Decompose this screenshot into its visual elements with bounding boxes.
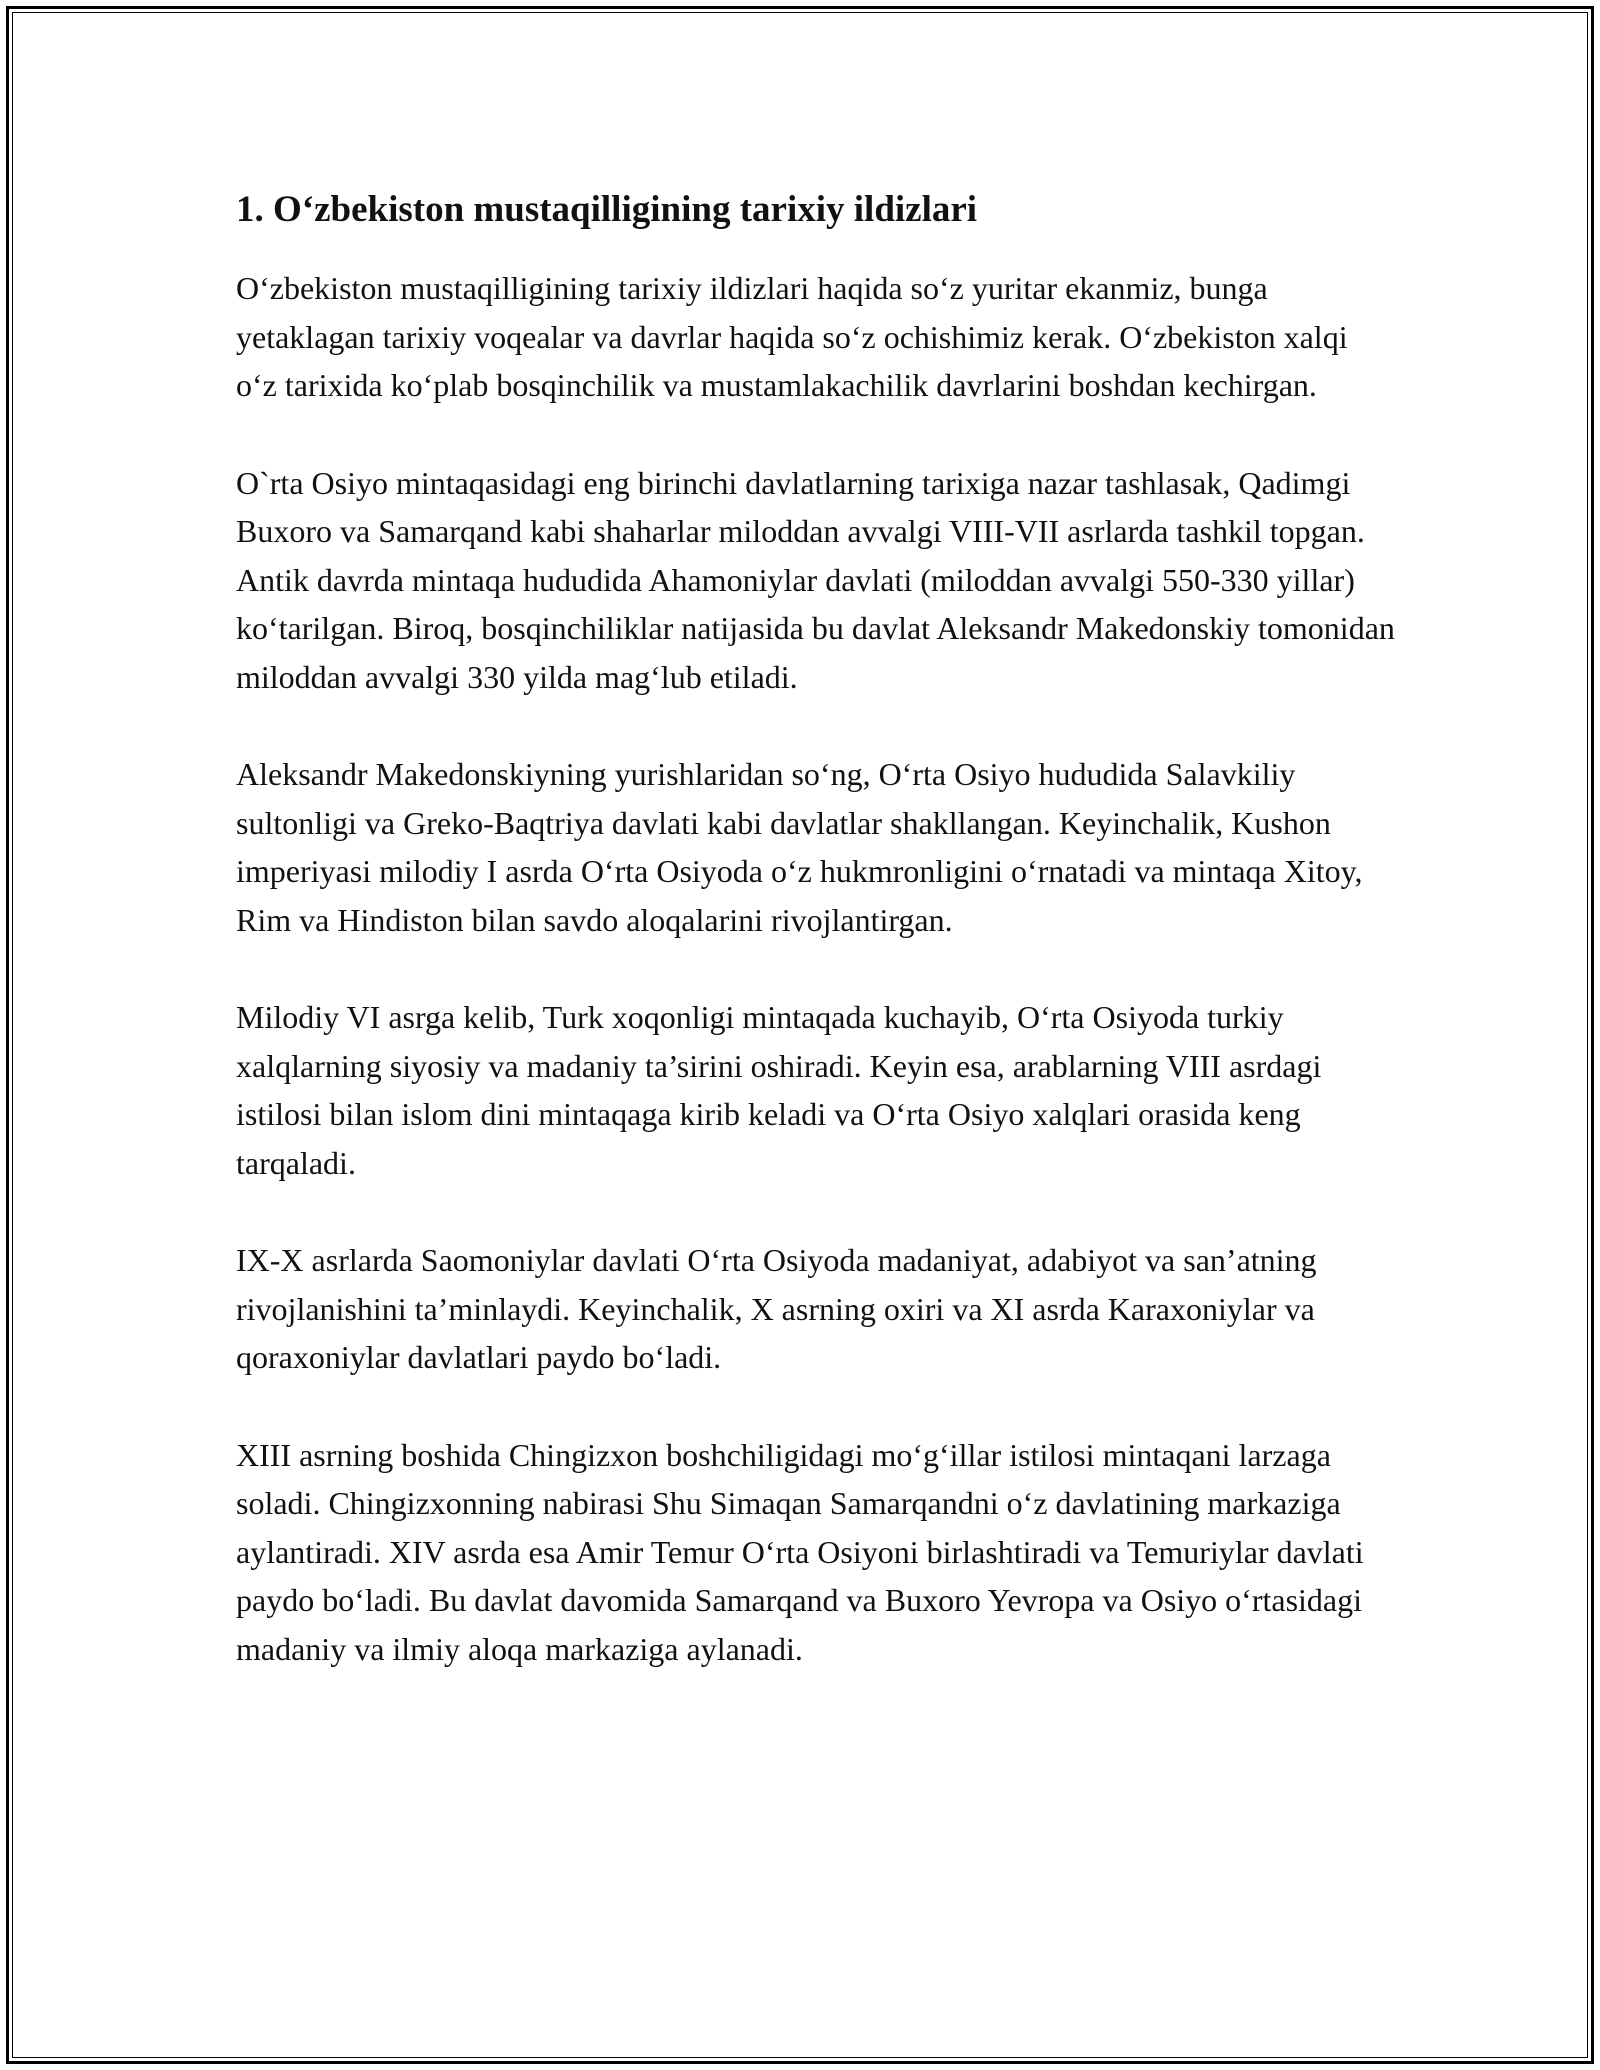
paragraph-6: XIII asrning boshida Chingizxon boshchiligidagi mo‘g‘illar istilosi mintaqani larzaga soladi. Chingizxonning nabirasi Shu Simaqan Samarqandni o‘z davlatining markaziga aylantiradi. XIV asrda esa Amir Temur O‘rta Osiyoni birlashtiradi va Temuriylar davlati paydo bo‘ladi. Bu davlat davomida Samarqand va Buxoro Yevropa va Osiyo o‘rtasidagi madaniy va ilmiy aloqa markaziga aylanadi. xyxy=(236,1436,1364,1667)
section-heading: 1. O‘zbekiston mustaqilligining tarixiy ildizlari xyxy=(236,189,978,230)
document-body xyxy=(236,186,1396,1722)
paragraph-1: O‘zbekiston mustaqilligining tarixiy ildizlari haqida so‘z yuritar ekanmiz, bunga yetaklagan tarixiy voqealar va davrlar haqida so‘z ochishimiz kerak. O‘zbekiston xalqi o‘z tarixida ko‘plab bosqinchilik va mustamlakachilik davrlarini boshdan kechirgan. xyxy=(236,270,1348,404)
paragraph-2: O`rta Osiyo mintaqasidagi eng birinchi davlatlarning tarixiga nazar tashlasak, Qadimgi Buxoro va Samarqand kabi shaharlar miloddan avvalgi VIII-VII asrlarda tashkil topgan. Antik davrda mintaqa hududida Ahamoniylar davlati (miloddan avvalgi 550-330 yillar) ko‘tarilgan. Biroq, bosqinchiliklar natijasida bu davlat Aleksandr Makedonskiy tomonidan miloddan avvalgi 330 yilda mag‘lub etiladi. xyxy=(236,464,1395,695)
paragraph-4: Milodiy VI asrga kelib, Turk xoqonligi mintaqada kuchayib, O‘rta Osiyoda turkiy xalqlarning siyosiy va madaniy ta’sirini oshiradi. Keyin esa, arablarning VIII asrdagi istilosi bilan islom dini mintaqaga kirib keladi va O‘rta Osiyo xalqlari orasida keng tarqaladi. xyxy=(236,999,1322,1181)
paragraph-3: Aleksandr Makedonskiyning yurishlaridan so‘ng, O‘rta Osiyo hududida Salavkiliy sultonligi va Greko-Baqtriya davlati kabi davlatlar shakllangan. Keyinchalik, Kushon imperiyasi milodiy I asrda O‘rta Osiyoda o‘z hukmronligini o‘rnatadi va mintaqa Xitoy, Rim va Hindiston bilan savdo aloqalarini rivojlantirgan. xyxy=(236,756,1363,938)
paragraph-5: IX-X asrlarda Saomoniylar davlati O‘rta Osiyoda madaniyat, adabiyot va san’atning rivojlanishini ta’minlaydi. Keyinchalik, X asrning oxiri va XI asrda Karaxoniylar va qoraxoniylar davlatlari paydo bo‘ladi. xyxy=(236,1242,1317,1376)
